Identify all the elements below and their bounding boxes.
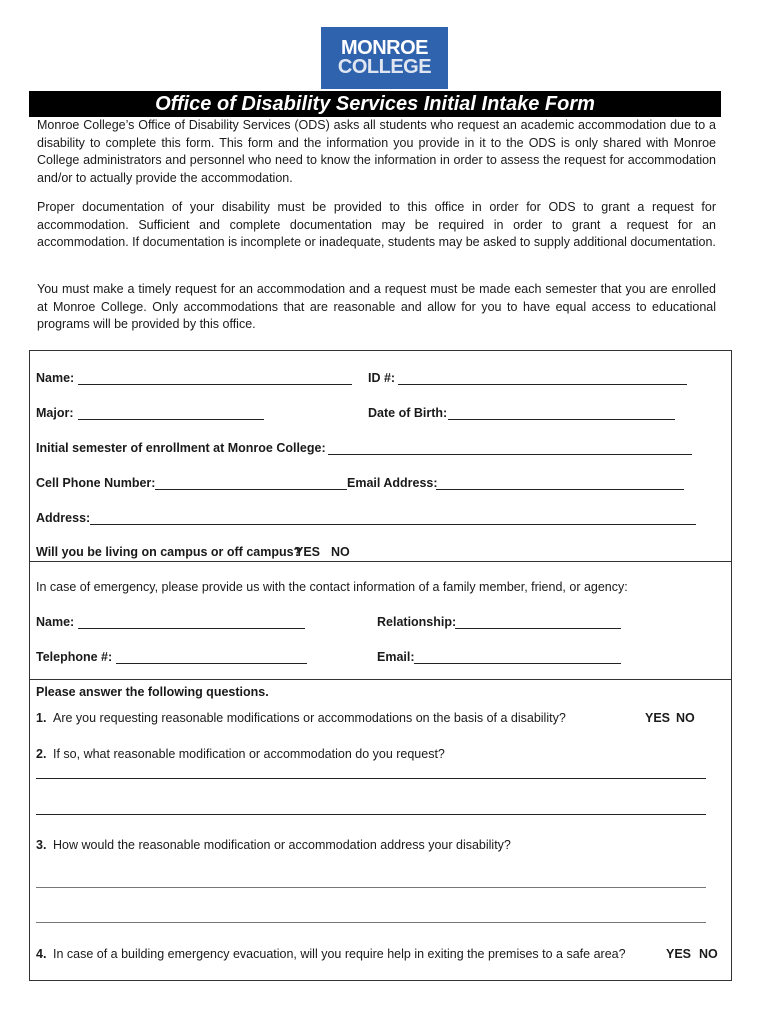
cell-phone-field[interactable] <box>155 489 347 490</box>
question-2-number: 2. <box>36 747 47 761</box>
intro-paragraph-2: Proper documentation of your disability must be provided to this office in order for ODS to grant a request for accommodation. Sufficient and complete documentation may be required in order to grant a request for an accommodation. If documentation is incomplete or inadequate, students may be asked to supply additional documentation. <box>37 200 716 249</box>
id-field[interactable] <box>398 384 687 385</box>
question-3-text: How would the reasonable modification or accommodation address your disability? <box>53 838 511 852</box>
major-label: Major: <box>36 406 74 420</box>
address-label: Address: <box>36 511 91 525</box>
emergency-email-field[interactable] <box>414 663 621 664</box>
cell-phone-label: Cell Phone Number: <box>36 476 156 490</box>
question-2-text: If so, what reasonable modification or accommodation do you request? <box>53 747 445 761</box>
campus-no-option[interactable]: NO <box>331 545 350 559</box>
campus-question: Will you be living on campus or off campus? <box>36 545 302 559</box>
initial-semester-label: Initial semester of enrollment at Monroe College: <box>36 441 326 455</box>
question-1-yes-option[interactable]: YES <box>645 711 671 725</box>
email-address-field[interactable] <box>436 489 684 490</box>
emergency-name-label: Name: <box>36 615 75 629</box>
emergency-telephone-label: Telephone #: <box>36 650 113 664</box>
question-3-answer-line-1[interactable] <box>36 887 706 888</box>
question-2-answer-line-2[interactable] <box>36 814 706 815</box>
name-field[interactable] <box>78 384 352 385</box>
intro-paragraph-1: Monroe College’s Office of Disability Services (ODS) asks all students who request an academic accommodation due to a disability to complete this form. This form and the information you provide in it to the ODS is only shared with Monroe College administrators and personnel who need to know the information in order to assess the request for accommodation and/or to actually provide the accommodation. <box>37 118 716 185</box>
logo-line-2: COLLEGE <box>337 56 432 78</box>
question-4-no-option[interactable]: NO <box>699 947 718 961</box>
email-address-label: Email Address: <box>347 476 438 490</box>
question-3-number: 3. <box>36 838 47 852</box>
dob-field[interactable] <box>448 419 675 420</box>
relationship-label: Relationship: <box>377 615 457 629</box>
intro-paragraph-3: You must make a timely request for an accommodation and a request must be made each semester that you are enrolled at Monroe College. Only accommodations that are reasonable and allow for you to have equal access to educational programs will be provided by this office. <box>37 282 716 331</box>
question-1-number: 1. <box>36 711 47 725</box>
address-field[interactable] <box>90 524 696 525</box>
question-4-text: In case of a building emergency evacuation, will you require help in exiting the premises to a safe area? <box>53 947 626 961</box>
section-divider-1 <box>29 561 732 562</box>
question-4-yes-option[interactable]: YES <box>666 947 692 961</box>
question-4-number: 4. <box>36 947 47 961</box>
major-field[interactable] <box>78 419 264 420</box>
question-1-no-option[interactable]: NO <box>676 711 695 725</box>
name-label: Name: <box>36 371 75 385</box>
question-1-text: Are you requesting reasonable modifications or accommodations on the basis of a disability? <box>53 711 566 725</box>
form-title: Office of Disability Services Initial Intake Form <box>29 91 721 117</box>
dob-label: Date of Birth: <box>368 406 448 420</box>
emergency-name-field[interactable] <box>78 628 305 629</box>
emergency-email-label: Email: <box>377 650 415 664</box>
initial-semester-field[interactable] <box>328 454 692 455</box>
emergency-telephone-field[interactable] <box>116 663 307 664</box>
questions-header: Please answer the following questions. <box>36 685 269 699</box>
relationship-field[interactable] <box>455 628 621 629</box>
logo-line-1: MONROE <box>341 37 428 59</box>
campus-yes-option[interactable]: YES <box>295 545 321 559</box>
question-3-answer-line-2[interactable] <box>36 922 706 923</box>
college-logo <box>321 27 448 89</box>
question-2-answer-line-1[interactable] <box>36 778 706 779</box>
section-divider-2 <box>29 679 732 680</box>
emergency-contact-intro: In case of emergency, please provide us with the contact information of a family member, friend, or agency: <box>36 580 628 594</box>
id-label: ID #: <box>368 371 396 385</box>
